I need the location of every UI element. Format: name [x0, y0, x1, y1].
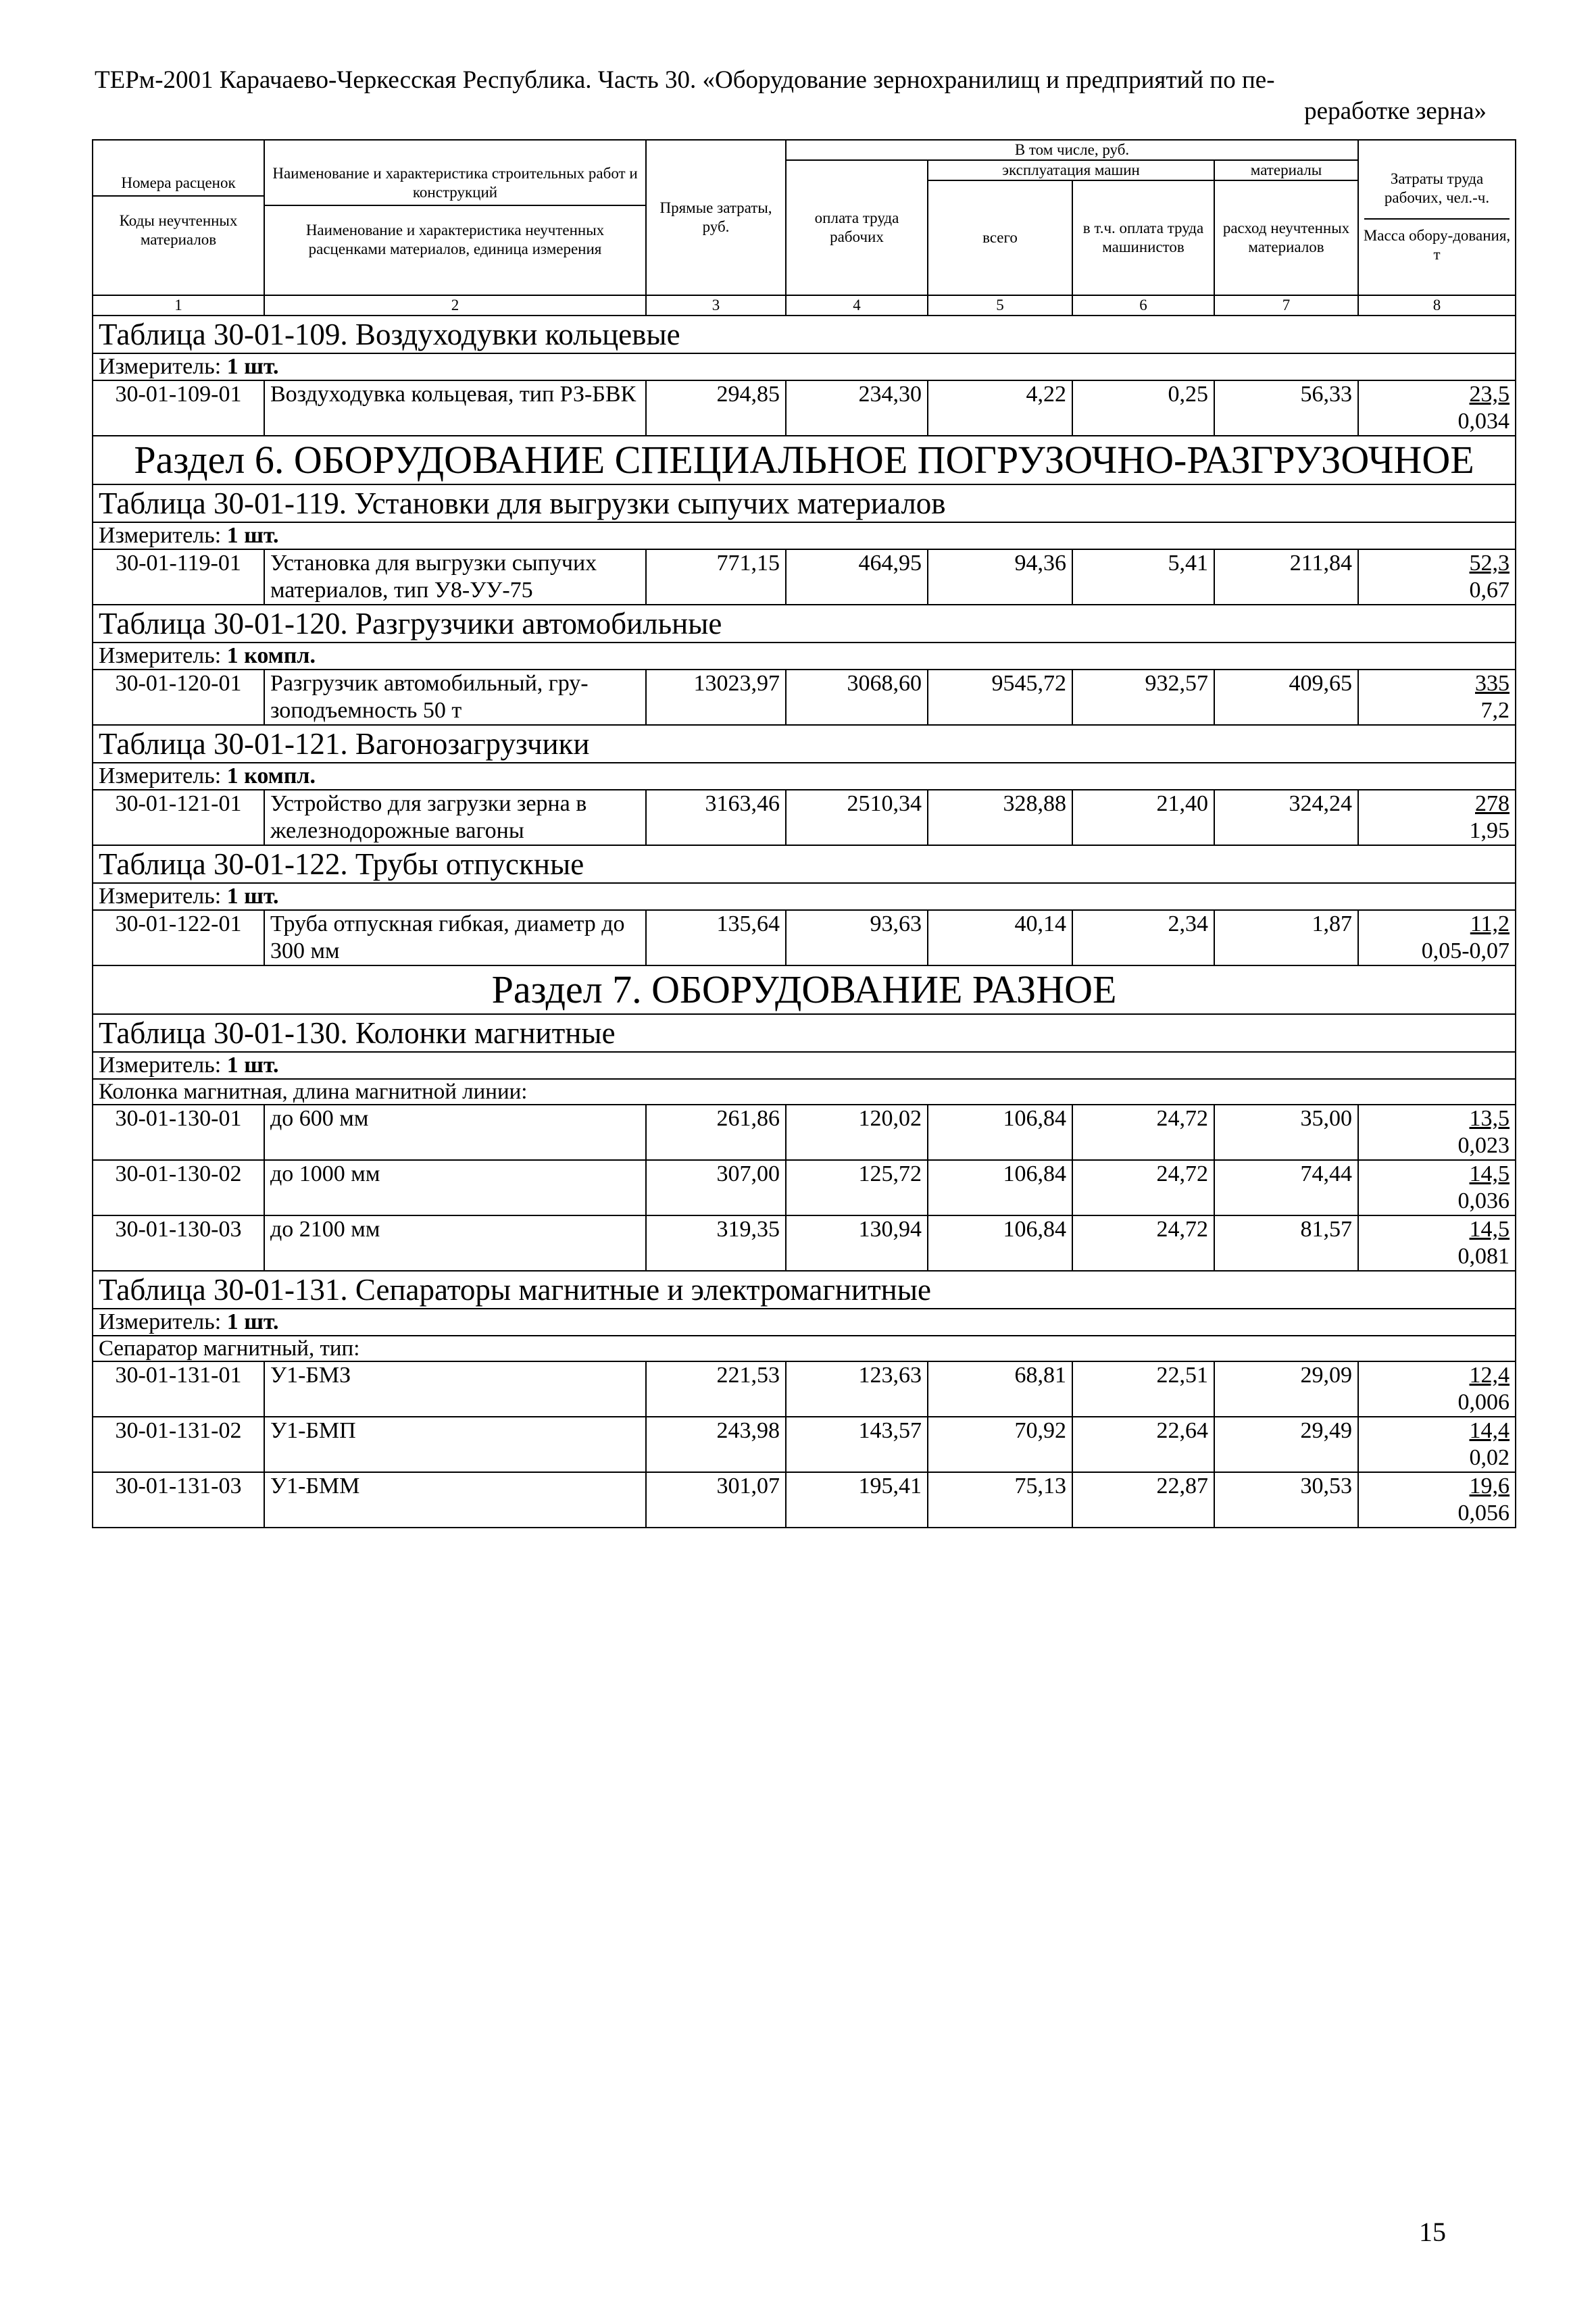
value-c6: 2,34	[1072, 910, 1214, 965]
value-c3: 319,35	[646, 1215, 786, 1271]
header-machines: эксплуатация машин	[928, 160, 1214, 180]
measure-row	[93, 883, 1516, 910]
measure-cell	[93, 883, 1516, 910]
header-col-7: расход неучтенных материалов	[1214, 180, 1358, 295]
value-c4: 120,02	[786, 1105, 928, 1160]
table-title: Таблица 30-01-119. Установки для выгрузки сыпучих материалов	[93, 484, 1516, 522]
labor-cost: 52,3	[1469, 551, 1510, 576]
value-c6: 5,41	[1072, 549, 1214, 605]
table-row	[93, 549, 1516, 605]
section-heading: Раздел 7. ОБОРУДОВАНИЕ РАЗНОЕ	[93, 965, 1516, 1014]
labor-cost: 335	[1475, 671, 1510, 696]
header-col-1-bottom: Коды неучтенных материалов	[119, 212, 238, 248]
header-col-2-top: Наименование и характеристика строительных работ и конструкций	[265, 161, 645, 206]
measure-row	[93, 763, 1516, 790]
column-number: 7	[1214, 295, 1358, 316]
table-row	[93, 1472, 1516, 1528]
value-c7: 81,57	[1214, 1215, 1358, 1271]
table-title: Таблица 30-01-130. Колонки магнитные	[93, 1014, 1516, 1052]
equipment-mass: 1,95	[1469, 818, 1510, 843]
value-c3: 771,15	[646, 549, 786, 605]
header-line-1: ТЕРм-2001 Карачаево-Черкесская Республика. Часть 30. «Оборудование зернохранилищ и предприятий по пе-	[95, 66, 1275, 94]
rate-code: 30-01-122-01	[93, 910, 264, 965]
table-row	[93, 1215, 1516, 1271]
value-c6: 24,72	[1072, 1160, 1214, 1215]
work-name: Труба отпускная гибкая, диаметр до 300 мм	[264, 910, 646, 965]
table-title-row	[93, 316, 1516, 353]
value-c4: 125,72	[786, 1160, 928, 1215]
measure-label: Измеритель:	[99, 643, 222, 668]
work-name: Воздуходувка кольцевая, тип РЗ-БВК	[264, 380, 646, 436]
value-c6: 24,72	[1072, 1105, 1214, 1160]
header-col-8-divider	[1364, 218, 1510, 220]
measure-unit: 1 шт.	[226, 1053, 279, 1078]
work-name: до 600 мм	[264, 1105, 646, 1160]
work-name: У1-БМЗ	[264, 1361, 646, 1417]
value-c3: 13023,97	[646, 670, 786, 725]
labor-mass-cell	[1358, 670, 1516, 725]
value-c6: 22,51	[1072, 1361, 1214, 1417]
table-row	[93, 1105, 1516, 1160]
value-c7: 324,24	[1214, 790, 1358, 845]
rate-code: 30-01-130-02	[93, 1160, 264, 1215]
section-heading: Раздел 6. ОБОРУДОВАНИЕ СПЕЦИАЛЬНОЕ ПОГРУЗОЧНО-РАЗГРУЗОЧНОЕ	[93, 436, 1516, 484]
value-c5: 106,84	[928, 1160, 1072, 1215]
work-name: Устройство для загрузки зерна в железнодорожные вагоны	[264, 790, 646, 845]
work-name: до 1000 мм	[264, 1160, 646, 1215]
value-c4: 130,94	[786, 1215, 928, 1271]
value-c3: 294,85	[646, 380, 786, 436]
work-name: до 2100 мм	[264, 1215, 646, 1271]
group-row	[93, 1079, 1516, 1105]
value-c4: 123,63	[786, 1361, 928, 1417]
measure-row	[93, 353, 1516, 380]
rate-code: 30-01-130-01	[93, 1105, 264, 1160]
value-c7: 30,53	[1214, 1472, 1358, 1528]
value-c3: 135,64	[646, 910, 786, 965]
work-name: У1-БМП	[264, 1417, 646, 1472]
measure-row	[93, 643, 1516, 670]
table-row	[93, 1417, 1516, 1472]
table-row	[93, 670, 1516, 725]
labor-cost: 14,5	[1469, 1217, 1510, 1242]
measure-label: Измеритель:	[99, 884, 222, 909]
column-number: 5	[928, 295, 1072, 316]
table-title: Таблица 30-01-131. Сепараторы магнитные и электромагнитные	[93, 1271, 1516, 1309]
page-header	[95, 65, 1487, 127]
table-row	[93, 1160, 1516, 1215]
equipment-mass: 0,006	[1457, 1390, 1510, 1415]
labor-cost: 19,6	[1469, 1474, 1510, 1499]
labor-mass-cell	[1358, 1417, 1516, 1472]
equipment-mass: 0,034	[1457, 409, 1510, 434]
value-c5: 9545,72	[928, 670, 1072, 725]
measure-row	[93, 1052, 1516, 1079]
value-c5: 75,13	[928, 1472, 1072, 1528]
table-row	[93, 910, 1516, 965]
table-row	[93, 790, 1516, 845]
rate-code: 30-01-109-01	[93, 380, 264, 436]
header-col-2	[264, 140, 646, 295]
column-number: 6	[1072, 295, 1214, 316]
labor-cost: 278	[1475, 791, 1510, 816]
header-col-3: Прямые затраты, руб.	[646, 140, 786, 295]
labor-cost: 13,5	[1469, 1106, 1510, 1131]
value-c5: 68,81	[928, 1361, 1072, 1417]
value-c5: 94,36	[928, 549, 1072, 605]
value-c7: 211,84	[1214, 549, 1358, 605]
labor-cost: 11,2	[1470, 911, 1510, 936]
header-col-1-top: Номера расценок	[93, 171, 264, 197]
column-number: 4	[786, 295, 928, 316]
measure-row	[93, 1309, 1516, 1336]
table-title-row	[93, 725, 1516, 763]
measure-cell	[93, 763, 1516, 790]
header-col-2-bottom: Наименование и характеристика неучтенных расценками материалов, единица измерения	[305, 222, 605, 257]
header-line-2: реработке зерна»	[1304, 97, 1487, 125]
table-row	[93, 1361, 1516, 1417]
header-including: В том числе, руб.	[786, 140, 1358, 160]
value-c4: 2510,34	[786, 790, 928, 845]
rate-code: 30-01-120-01	[93, 670, 264, 725]
measure-unit: 1 шт.	[226, 354, 279, 379]
column-number: 8	[1358, 295, 1516, 316]
rate-code: 30-01-121-01	[93, 790, 264, 845]
labor-cost: 23,5	[1469, 382, 1510, 407]
section-heading-row	[93, 965, 1516, 1014]
value-c5: 4,22	[928, 380, 1072, 436]
value-c6: 21,40	[1072, 790, 1214, 845]
header-materials: материалы	[1214, 160, 1358, 180]
value-c7: 29,49	[1214, 1417, 1358, 1472]
measure-cell	[93, 643, 1516, 670]
labor-cost: 14,4	[1469, 1418, 1510, 1443]
value-c7: 56,33	[1214, 380, 1358, 436]
value-c5: 328,88	[928, 790, 1072, 845]
labor-cost: 14,5	[1469, 1161, 1510, 1186]
value-c4: 234,30	[786, 380, 928, 436]
header-col-4: оплата труда рабочих	[786, 160, 928, 295]
work-name: Разгрузчик автомобильный, гру-зоподъемность 50 т	[264, 670, 646, 725]
rate-code: 30-01-119-01	[93, 549, 264, 605]
measure-label: Измеритель:	[99, 1309, 222, 1334]
value-c6: 0,25	[1072, 380, 1214, 436]
equipment-mass: 0,05-0,07	[1421, 938, 1510, 963]
labor-mass-cell	[1358, 549, 1516, 605]
column-number: 2	[264, 295, 646, 316]
value-c3: 3163,46	[646, 790, 786, 845]
value-c7: 409,65	[1214, 670, 1358, 725]
value-c6: 22,87	[1072, 1472, 1214, 1528]
equipment-mass: 0,02	[1469, 1445, 1510, 1470]
header-col-1	[93, 140, 264, 295]
measure-cell	[93, 1052, 1516, 1079]
labor-mass-cell	[1358, 910, 1516, 965]
table-title-row	[93, 1271, 1516, 1309]
table-title: Таблица 30-01-109. Воздуходувки кольцевые	[93, 316, 1516, 353]
measure-cell	[93, 353, 1516, 380]
measure-unit: 1 шт.	[226, 523, 279, 548]
rate-code: 30-01-131-01	[93, 1361, 264, 1417]
value-c6: 24,72	[1072, 1215, 1214, 1271]
measure-cell	[93, 1309, 1516, 1336]
value-c5: 106,84	[928, 1105, 1072, 1160]
group-label: Колонка магнитная, длина магнитной линии:	[93, 1079, 1516, 1105]
header-col-8-top: Затраты труда рабочих, чел.-ч.	[1384, 170, 1490, 206]
table-title: Таблица 30-01-121. Вагонозагрузчики	[93, 725, 1516, 763]
header-col-5: всего	[928, 180, 1072, 295]
table-title-row	[93, 845, 1516, 883]
table-title-row	[93, 1014, 1516, 1052]
value-c6: 22,64	[1072, 1417, 1214, 1472]
labor-mass-cell	[1358, 1215, 1516, 1271]
labor-mass-cell	[1358, 1160, 1516, 1215]
labor-cost: 12,4	[1469, 1363, 1510, 1388]
group-row	[93, 1336, 1516, 1361]
column-number: 3	[646, 295, 786, 316]
equipment-mass: 0,056	[1457, 1501, 1510, 1526]
table-title-row	[93, 484, 1516, 522]
value-c4: 143,57	[786, 1417, 928, 1472]
measure-unit: 1 компл.	[226, 643, 316, 668]
header-col-6: в т.ч. оплата труда машинистов	[1072, 180, 1214, 295]
value-c5: 70,92	[928, 1417, 1072, 1472]
value-c3: 221,53	[646, 1361, 786, 1417]
equipment-mass: 7,2	[1480, 698, 1510, 723]
rate-code: 30-01-131-02	[93, 1417, 264, 1472]
measure-label: Измеритель:	[99, 523, 222, 548]
value-c7: 74,44	[1214, 1160, 1358, 1215]
measure-label: Измеритель:	[99, 354, 222, 379]
value-c3: 301,07	[646, 1472, 786, 1528]
rate-code: 30-01-131-03	[93, 1472, 264, 1528]
value-c7: 29,09	[1214, 1361, 1358, 1417]
price-table	[92, 139, 1516, 1528]
value-c3: 243,98	[646, 1417, 786, 1472]
table-title: Таблица 30-01-120. Разгрузчики автомобильные	[93, 605, 1516, 643]
group-label: Сепаратор магнитный, тип:	[93, 1336, 1516, 1361]
labor-mass-cell	[1358, 790, 1516, 845]
value-c3: 307,00	[646, 1160, 786, 1215]
equipment-mass: 0,67	[1469, 578, 1510, 603]
header-col-8-bottom: Масса обору-дования, т	[1363, 227, 1511, 263]
labor-mass-cell	[1358, 1361, 1516, 1417]
column-number: 1	[93, 295, 264, 316]
value-c5: 40,14	[928, 910, 1072, 965]
value-c5: 106,84	[928, 1215, 1072, 1271]
page-number: 15	[1419, 2217, 1446, 2247]
section-heading-row	[93, 436, 1516, 484]
labor-mass-cell	[1358, 380, 1516, 436]
measure-label: Измеритель:	[99, 763, 222, 788]
header-col-8	[1358, 140, 1516, 295]
value-c6: 932,57	[1072, 670, 1214, 725]
work-name: Установка для выгрузки сыпучих материалов, тип У8-УУ-75	[264, 549, 646, 605]
measure-unit: 1 шт.	[226, 884, 279, 909]
measure-cell	[93, 522, 1516, 549]
measure-unit: 1 компл.	[226, 763, 316, 788]
value-c7: 1,87	[1214, 910, 1358, 965]
value-c4: 3068,60	[786, 670, 928, 725]
equipment-mass: 0,081	[1457, 1244, 1510, 1269]
table-header	[93, 140, 1516, 316]
value-c3: 261,86	[646, 1105, 786, 1160]
table-body	[93, 316, 1516, 1528]
labor-mass-cell	[1358, 1472, 1516, 1528]
measure-row	[93, 522, 1516, 549]
equipment-mass: 0,023	[1457, 1133, 1510, 1158]
column-number-row	[93, 295, 1516, 316]
value-c4: 195,41	[786, 1472, 928, 1528]
table-row	[93, 380, 1516, 436]
measure-label: Измеритель:	[99, 1053, 222, 1078]
value-c4: 464,95	[786, 549, 928, 605]
equipment-mass: 0,036	[1457, 1188, 1510, 1213]
rate-code: 30-01-130-03	[93, 1215, 264, 1271]
measure-unit: 1 шт.	[226, 1309, 279, 1334]
value-c7: 35,00	[1214, 1105, 1358, 1160]
labor-mass-cell	[1358, 1105, 1516, 1160]
table-title: Таблица 30-01-122. Трубы отпускные	[93, 845, 1516, 883]
table-title-row	[93, 605, 1516, 643]
work-name: У1-БММ	[264, 1472, 646, 1528]
value-c4: 93,63	[786, 910, 928, 965]
